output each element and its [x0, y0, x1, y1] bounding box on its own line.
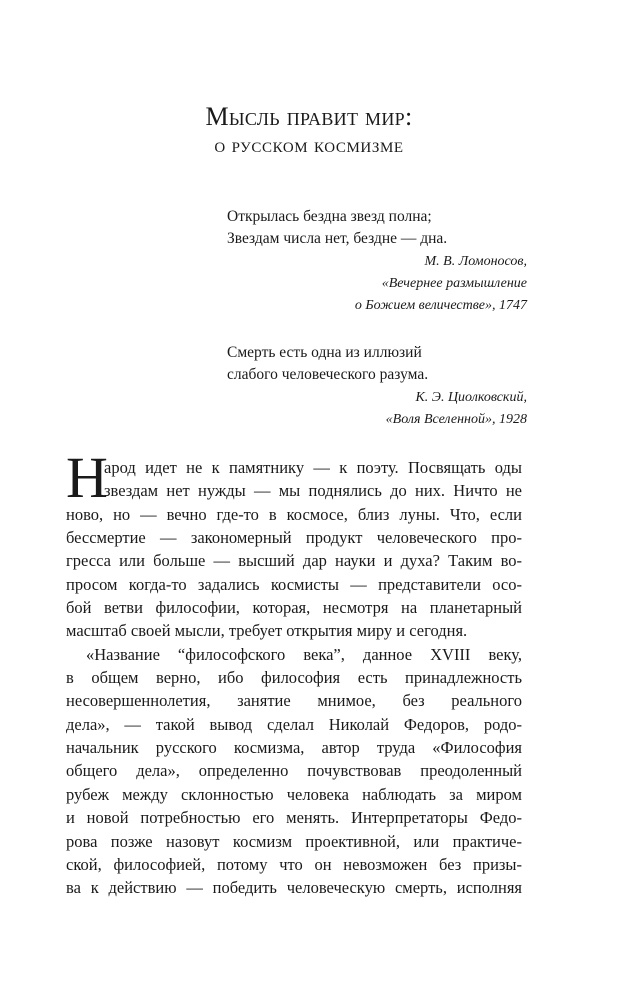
epigraph-verse: [227, 206, 527, 250]
chapter-title-line-1: Мысль правит мир:: [205, 102, 413, 131]
text-line: звездам нет нужды — мы поднялись до них. Ничто не: [104, 481, 522, 501]
attribution-line: «Вечернее размышление: [381, 276, 527, 291]
text-line: ва к действию — победить человеческую смерть, исполняя: [66, 878, 522, 898]
epigraph-verse: [227, 342, 527, 386]
epigraph-lomonosov: [227, 206, 527, 317]
epigraph-tsiolkovsky: [227, 342, 527, 431]
drop-cap: Н: [66, 445, 108, 510]
verse-line: Смерть есть одна из иллюзий: [227, 344, 422, 361]
text-line: просом когда-то задались космисты — представители осо-: [66, 574, 522, 594]
verse-line: Звездам числа нет, бездне — дна.: [227, 230, 448, 247]
text-line: дела», — такой вывод сделал Николай Федоров, родо-: [66, 714, 522, 734]
paragraph-2: [66, 643, 522, 900]
text-line: гресса или больше — высший дар науки и духа? Таким во-: [66, 551, 522, 571]
text-line: «Название “философского века”, данное XVIII веку,: [86, 644, 522, 664]
text-line: масштаб своей мысли, требует открытия миру и сегодня.: [66, 621, 468, 641]
text-line: несовершеннолетия, занятие мнимое, без реального: [66, 691, 522, 711]
text-line: общего дела», определенно почувствовав преодоленный: [66, 761, 522, 781]
chapter-title-line-2: о русском космизме: [214, 133, 404, 157]
paragraph-1: [66, 456, 522, 643]
attribution-line: «Воля Вселенной», 1928: [385, 412, 527, 427]
text-line: арод идет не к памятнику — к поэту. Посвящать оды: [104, 458, 522, 477]
verse-line: Открылась бездна звезд полна;: [227, 208, 432, 225]
epigraph-attribution: [227, 387, 527, 431]
attribution-line: К. Э. Циолковский,: [415, 390, 527, 405]
chapter-title: [0, 103, 618, 159]
text-line: рова позже назовут космизм проективной, или практиче-: [66, 831, 522, 851]
attribution-line: М. В. Ломоносов,: [424, 254, 527, 269]
text-line: бой ветви философии, которая, несмотря на планетарный: [66, 598, 522, 618]
text-line: и новой потребностью его менять. Интерпретаторы Федо-: [66, 808, 522, 828]
text-line: бессмертие — закономерный продукт человеческого про-: [66, 528, 522, 548]
text-line: начальник русского космизма, автор труда «Философия: [66, 738, 522, 758]
text-line: ново, но — вечно где-то в космосе, близ луны. Что, если: [66, 504, 522, 524]
verse-line: слабого человеческого разума.: [227, 366, 429, 383]
text-line: ской, философией, потому что он невозможен без призы-: [66, 854, 522, 874]
body-text: [66, 445, 522, 900]
attribution-line: о Божием величестве», 1747: [354, 298, 527, 313]
text-line: рубеж между склонностью человека наблюдать за миром: [66, 784, 522, 804]
text-line: в общем верно, ибо философия есть принадлежность: [66, 668, 522, 688]
epigraph-attribution: [227, 251, 527, 317]
